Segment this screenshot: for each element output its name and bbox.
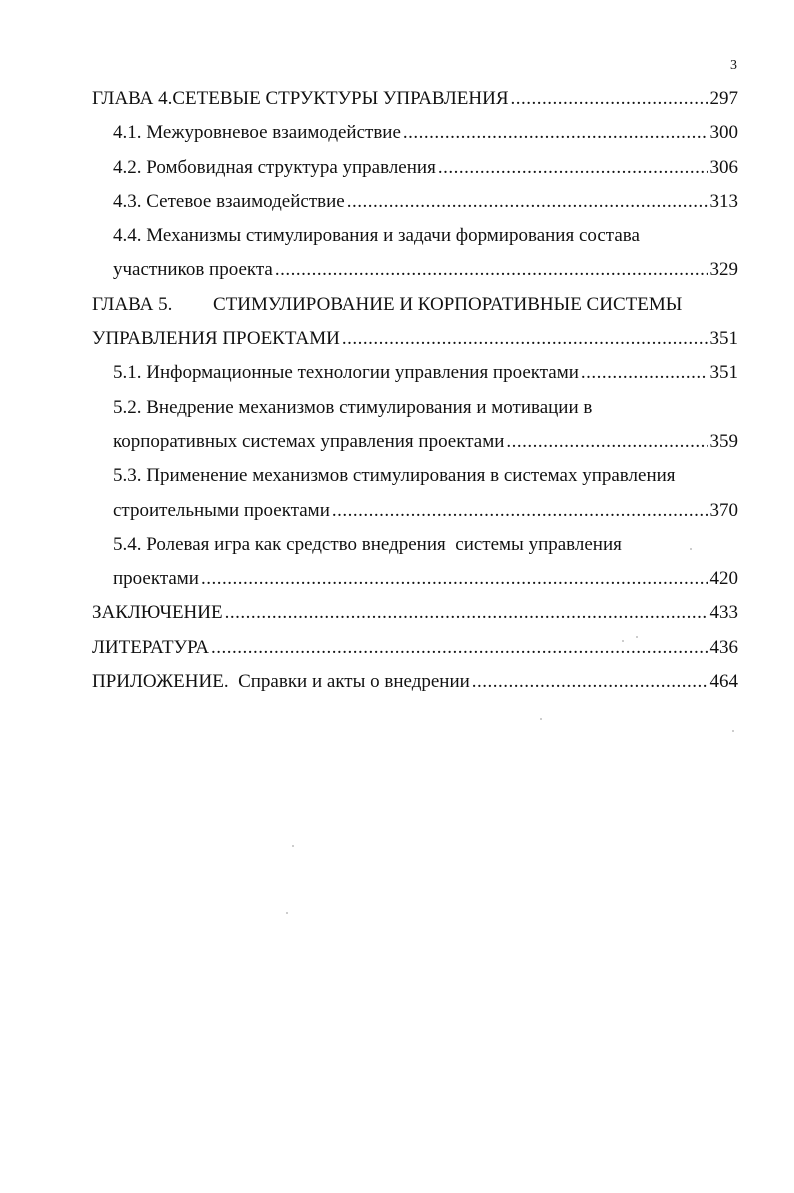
section-title-line-1: 5.2. Внедрение механизмов стимулирования и мотивации в <box>113 396 593 418</box>
page-ref: 433 <box>709 602 738 624</box>
section-title-line-2: участников проекта <box>113 259 273 281</box>
dot-leader <box>347 185 708 219</box>
toc-entry-section-4-4 <box>92 219 738 288</box>
section-title-line-2: строительными проектами <box>113 499 330 521</box>
section-title: 4.3. Сетевое взаимодействие <box>113 190 345 212</box>
dot-leader <box>511 82 708 116</box>
scan-speck <box>690 548 692 550</box>
toc-entry-references <box>92 631 738 665</box>
toc-entry-appendix <box>92 665 738 699</box>
page-ref: 329 <box>709 259 738 281</box>
section-title: ПРИЛОЖЕНИЕ. Справки и акты о внедрении <box>92 671 470 693</box>
page-ref: 420 <box>709 568 738 590</box>
section-title-line-1: 4.4. Механизмы стимулирования и задачи формирования состава <box>113 225 640 247</box>
toc-entry-conclusion <box>92 596 738 630</box>
table-of-contents <box>92 82 738 699</box>
section-title: ЗАКЛЮЧЕНИЕ <box>92 602 223 624</box>
page-number: 3 <box>730 58 737 73</box>
toc-entry-section-5-2 <box>92 391 738 460</box>
page-ref: 297 <box>709 88 738 109</box>
scan-speck <box>636 636 638 638</box>
section-title: 4.1. Межуровневое взаимодействие <box>113 122 401 144</box>
page-ref: 436 <box>709 636 738 658</box>
scan-speck <box>292 845 294 847</box>
page-ref: 370 <box>709 499 738 521</box>
dot-leader <box>342 322 708 356</box>
page-ref: 359 <box>709 430 738 452</box>
toc-entry-section-4-2 <box>92 151 738 185</box>
dot-leader <box>275 253 708 287</box>
dot-leader <box>201 562 708 596</box>
toc-entry-section-4-3 <box>92 185 738 219</box>
page-ref: 313 <box>709 190 738 212</box>
chapter-number: ГЛАВА 5. <box>92 293 173 315</box>
scan-speck <box>732 730 734 732</box>
dot-leader <box>332 494 708 528</box>
toc-entry-section-5-3 <box>92 459 738 528</box>
dot-leader <box>438 151 708 185</box>
dot-leader <box>211 631 708 665</box>
page-ref: 351 <box>709 328 738 350</box>
chapter-title-line-1: СТИМУЛИРОВАНИЕ И КОРПОРАТИВНЫЕ СИСТЕМЫ <box>213 293 683 315</box>
page-ref: 464 <box>709 671 738 693</box>
section-title: 4.2. Ромбовидная структура управления <box>113 156 436 178</box>
dot-leader <box>225 596 708 630</box>
dot-leader <box>581 356 708 390</box>
toc-entry-section-5-4 <box>92 528 738 597</box>
section-title: ЛИТЕРАТУРА <box>92 636 209 658</box>
chapter-title: СЕТЕВЫЕ СТРУКТУРЫ УПРАВЛЕНИЯ <box>172 88 509 109</box>
scan-speck <box>540 718 542 720</box>
toc-entry-section-4-1 <box>92 116 738 150</box>
scan-speck <box>622 640 624 642</box>
page-ref: 300 <box>709 122 738 144</box>
dot-leader <box>403 116 708 150</box>
dot-leader <box>472 665 708 699</box>
page-ref: 306 <box>709 156 738 178</box>
section-title-line-1: 5.4. Ролевая игра как средство внедрения системы управления <box>113 533 622 555</box>
section-title: 5.1. Информационные технологии управления проектами <box>113 362 579 384</box>
section-title-line-2: корпоративных системах управления проектами <box>113 430 505 452</box>
dot-leader <box>506 425 707 459</box>
page-ref: 351 <box>709 362 738 384</box>
toc-entry-section-5-1 <box>92 356 738 390</box>
scan-speck <box>286 912 288 914</box>
chapter-title-line-2: УПРАВЛЕНИЯ ПРОЕКТАМИ <box>92 328 340 350</box>
toc-entry-chapter-5 <box>92 288 738 357</box>
toc-entry-chapter-4 <box>92 82 738 116</box>
section-title-line-2: проектами <box>113 568 199 590</box>
chapter-number: ГЛАВА 4. <box>92 88 173 109</box>
section-title-line-1: 5.3. Применение механизмов стимулирования в системах управления <box>113 465 676 487</box>
